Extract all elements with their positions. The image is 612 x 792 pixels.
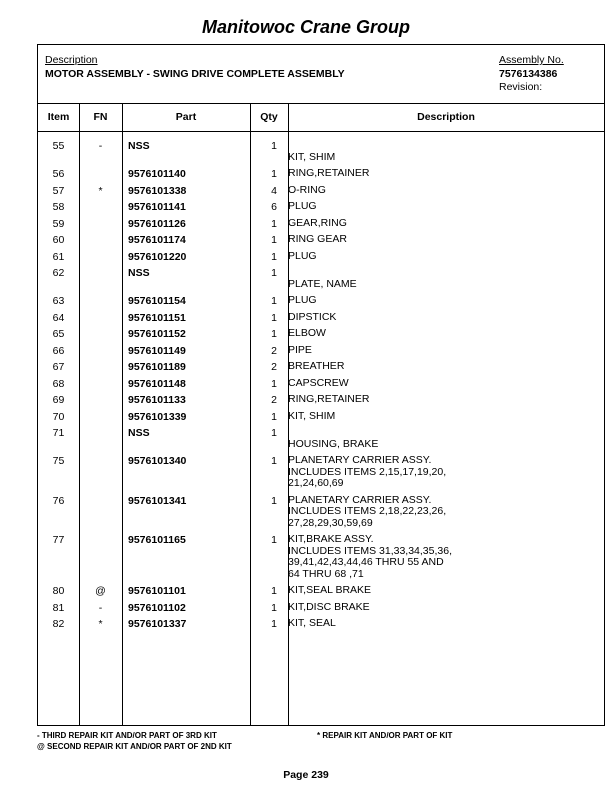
item-number: 68 — [52, 377, 65, 390]
page-number: Page 239 — [283, 769, 329, 781]
quantity: 2 — [271, 361, 277, 373]
quantity: 1 — [271, 534, 277, 546]
part-number: 9576101140 — [128, 168, 186, 180]
legend-third-kit: - THIRD REPAIR KIT AND/OR PART OF 3RD KIT — [37, 731, 217, 740]
part-description: HOUSING, BRAKE — [288, 438, 379, 450]
quantity: 1 — [271, 455, 277, 467]
item-number: 69 — [52, 394, 65, 406]
item-number: 81 — [52, 601, 65, 614]
quantity: 6 — [271, 201, 277, 213]
part-number: 9576101101 — [128, 585, 186, 597]
part-description: PLATE, NAME — [288, 278, 357, 290]
column-item: Item — [47, 111, 70, 123]
part-number: 9576101141 — [128, 201, 186, 213]
fn-code: @ — [95, 585, 106, 597]
quantity: 1 — [271, 311, 277, 324]
quantity: 1 — [271, 410, 277, 423]
part-description: RING GEAR — [288, 233, 347, 245]
quantity: 1 — [271, 427, 277, 439]
part-number: 9576101148 — [128, 377, 186, 390]
fn-code: - — [98, 601, 103, 614]
quantity: 1 — [271, 585, 277, 597]
item-number: 80 — [52, 585, 65, 597]
part-number: NSS — [128, 427, 150, 439]
revision-label: Revision: — [499, 81, 543, 93]
part-description: KIT,BRAKE ASSY. INCLUDES ITEMS 31,33,34,35,36, 39,41,42,43,44,46 THRU 55 AND 64 THRU 68 ,71 — [288, 533, 452, 580]
legend-second-kit: @ SECOND REPAIR KIT AND/OR PART OF 2ND KIT — [37, 742, 232, 751]
part-number: 9576101149 — [128, 344, 186, 357]
item-number: 65 — [52, 328, 65, 340]
quantity: 2 — [271, 344, 277, 357]
quantity: 1 — [271, 494, 277, 507]
part-description: KIT, SEAL — [288, 617, 336, 629]
item-number: 59 — [52, 217, 65, 230]
part-description: KIT, SHIM — [288, 409, 336, 422]
quantity: 1 — [271, 295, 277, 307]
part-number: 9576101338 — [128, 184, 187, 197]
company-title: Manitowoc Crane Group — [201, 17, 410, 37]
part-description: ELBOW — [288, 327, 326, 339]
part-number: 9576101340 — [128, 455, 187, 467]
quantity: 1 — [271, 618, 277, 630]
item-number: 63 — [52, 295, 65, 307]
part-description: KIT, SHIM — [288, 151, 336, 163]
quantity: 1 — [271, 267, 277, 279]
part-description: KIT,DISC BRAKE — [288, 600, 370, 613]
part-description: DIPSTICK — [288, 310, 337, 323]
quantity: 4 — [271, 184, 277, 197]
description-label: Description — [45, 54, 98, 66]
item-number: 55 — [52, 140, 65, 152]
quantity: 1 — [271, 250, 277, 263]
part-description: KIT,SEAL BRAKE — [288, 584, 372, 596]
item-number: 66 — [52, 344, 65, 357]
assembly-description: MOTOR ASSEMBLY - SWING DRIVE COMPLETE ASSEMBLY — [45, 68, 345, 80]
part-number: 9576101339 — [128, 410, 187, 423]
quantity: 1 — [271, 234, 277, 246]
item-number: 76 — [52, 494, 65, 507]
column-qty: Qty — [260, 111, 278, 123]
part-number: 9576101154 — [128, 295, 186, 307]
quantity: 1 — [271, 601, 277, 614]
assembly-number: 7576134386 — [499, 68, 558, 80]
part-description: PLANETARY CARRIER ASSY. INCLUDES ITEMS 2,15,17,19,20, 21,24,60,69 — [288, 454, 447, 489]
part-description: O-RING — [288, 183, 326, 196]
fn-code: - — [98, 140, 103, 152]
part-number: NSS — [128, 267, 150, 279]
divider-fn-part — [122, 103, 123, 725]
part-description: PIPE — [288, 343, 312, 356]
part-description: RING,RETAINER — [288, 167, 370, 179]
item-number: 82 — [52, 618, 65, 630]
item-number: 71 — [52, 427, 65, 439]
part-description: PLUG — [288, 294, 317, 306]
part-description: RING,RETAINER — [288, 393, 370, 405]
item-number: 56 — [52, 168, 65, 180]
part-description: PLUG — [288, 249, 317, 262]
part-description: PLUG — [288, 200, 317, 212]
part-description: PLANETARY CARRIER ASSY. INCLUDES ITEMS 2,18,22,23,26, 27,28,29,30,59,69 — [288, 493, 447, 529]
part-number: 9576101151 — [128, 311, 186, 324]
item-number: 61 — [52, 250, 65, 263]
fn-code: * — [98, 618, 103, 630]
part-description: GEAR,RING — [288, 216, 347, 229]
assembly-header — [38, 45, 604, 104]
item-number: 77 — [52, 534, 65, 546]
quantity: 1 — [271, 328, 277, 340]
column-part: Part — [175, 111, 197, 123]
part-description: BREATHER — [288, 360, 345, 372]
part-number: 9576101165 — [128, 534, 186, 546]
item-number: 70 — [52, 410, 65, 423]
legend-repair-kit: * REPAIR KIT AND/OR PART OF KIT — [317, 731, 453, 740]
part-description: CAPSCREW — [288, 376, 349, 389]
column-fn: FN — [93, 111, 108, 123]
item-number: 58 — [52, 201, 65, 213]
fn-code: * — [98, 184, 103, 197]
quantity: 1 — [271, 217, 277, 230]
part-number: 9576101102 — [128, 601, 186, 614]
parts-list-frame — [37, 44, 605, 726]
quantity: 1 — [271, 140, 277, 152]
item-number: 57 — [52, 184, 65, 197]
part-number: 9576101189 — [128, 361, 186, 373]
part-number: 9576101133 — [128, 394, 186, 406]
item-number: 62 — [52, 267, 65, 279]
item-number: 75 — [52, 455, 65, 467]
item-number: 60 — [52, 234, 65, 246]
part-number: 9576101126 — [128, 217, 186, 230]
part-number: 9576101220 — [128, 250, 187, 263]
quantity: 1 — [271, 377, 277, 390]
part-number: 9576101174 — [128, 234, 186, 246]
quantity: 2 — [271, 394, 277, 406]
part-number: 9576101341 — [128, 494, 187, 507]
quantity: 1 — [271, 168, 277, 180]
part-number: 9576101152 — [128, 328, 186, 340]
item-number: 64 — [52, 311, 65, 324]
column-description: Description — [417, 111, 475, 123]
item-number: 67 — [52, 361, 65, 373]
assembly-number-label: Assembly No. — [499, 54, 564, 66]
part-number: 9576101337 — [128, 618, 187, 630]
part-number: NSS — [128, 140, 150, 152]
